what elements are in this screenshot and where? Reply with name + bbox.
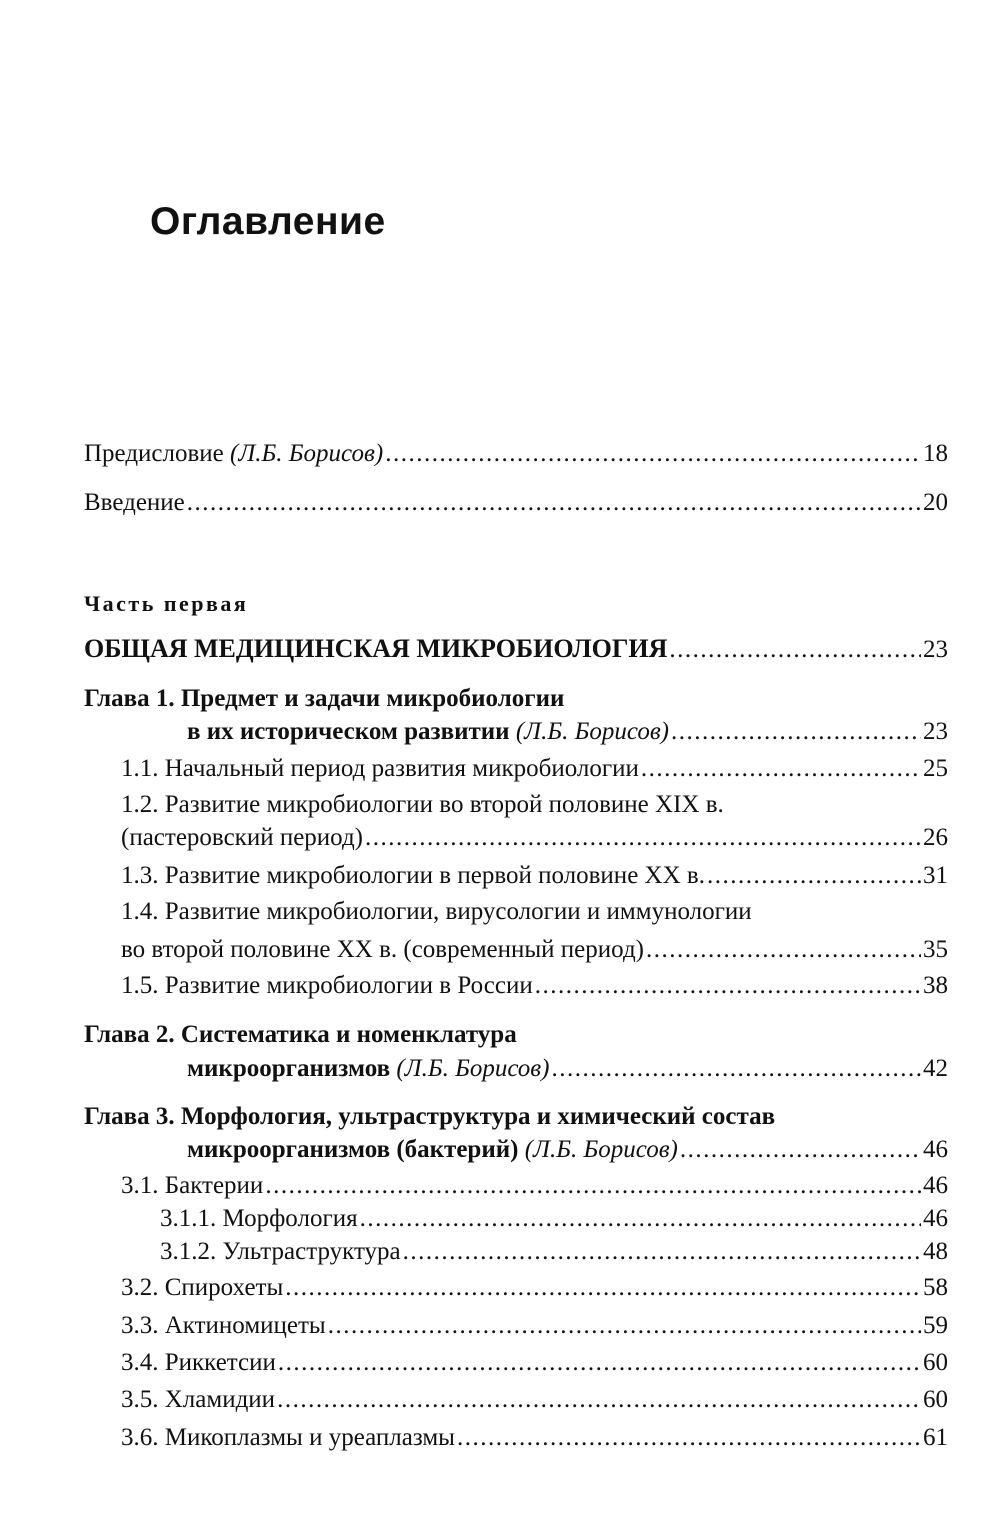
- toc-entry-preface[interactable]: [84, 438, 948, 470]
- page-number: 35: [923, 936, 948, 963]
- entry-author: (Л.Б. Борисов): [515, 718, 669, 745]
- toc-entry-3-2[interactable]: [121, 1272, 948, 1304]
- page-number: 61: [923, 1424, 948, 1451]
- leader-dots: [646, 934, 921, 966]
- toc-entry-ch1[interactable]: [187, 716, 948, 748]
- entry-label: 3.3. Актиномицеты: [121, 1312, 326, 1339]
- part-title: ОБЩАЯ МЕДИЦИНСКАЯ МИКРОБИОЛОГИЯ: [84, 634, 668, 663]
- chapter-2-title[interactable]: Глава 2. Систематика и номенклатура: [84, 1021, 517, 1048]
- page-number: 58: [923, 1274, 948, 1301]
- toc-entry-1-1[interactable]: [121, 753, 948, 785]
- entry-label: во второй половине XX в. (современный период): [121, 936, 644, 963]
- page-number: 23: [923, 718, 948, 745]
- leader-dots: [671, 716, 921, 748]
- entry-label: 3.6. Микоплазмы и уреаплазмы: [121, 1424, 455, 1451]
- page-number: 20: [923, 489, 948, 516]
- toc-entry-1-4-line1[interactable]: 1.4. Развитие микробиологии, вирусологии и иммунологии: [121, 898, 752, 925]
- leader-dots: [707, 860, 921, 892]
- page-number: 31: [923, 862, 948, 889]
- page-number: 46: [923, 1205, 948, 1232]
- toc-entry-1-5[interactable]: [121, 970, 948, 1002]
- leader-dots: [285, 1272, 921, 1304]
- leader-dots: [669, 634, 921, 666]
- toc-entry-ch2[interactable]: [187, 1053, 948, 1085]
- page-number: 25: [923, 755, 948, 782]
- entry-label: 3.1.1. Морфология: [160, 1205, 358, 1232]
- part-label: Часть первая: [84, 591, 249, 616]
- toc-entry-3-5[interactable]: [121, 1384, 948, 1416]
- leader-dots: [680, 1134, 921, 1166]
- toc-entry-3-1-2[interactable]: [160, 1236, 948, 1268]
- page-number: 23: [923, 636, 948, 663]
- page-number: 46: [923, 1172, 948, 1199]
- leader-dots: [457, 1422, 921, 1454]
- entry-label: 3.2. Спирохеты: [121, 1274, 284, 1301]
- toc-entry-ch3[interactable]: [187, 1134, 948, 1166]
- leader-dots: [535, 970, 921, 1002]
- entry-label: Введение: [84, 489, 185, 516]
- toc-entry-intro[interactable]: [84, 487, 948, 519]
- entry-label: 1.1. Начальный период развития микробиологии: [121, 755, 639, 782]
- entry-label: 1.5. Развитие микробиологии в России: [121, 972, 533, 999]
- page-number: 18: [923, 440, 948, 467]
- entry-label: Предисловие: [84, 440, 224, 467]
- toc-entry-3-6[interactable]: [121, 1422, 948, 1454]
- leader-dots: [360, 1203, 921, 1235]
- page-number: 38: [923, 972, 948, 999]
- leader-dots: [328, 1310, 921, 1342]
- entry-label: 3.4. Риккетсии: [121, 1349, 276, 1376]
- toc-entry-1-3[interactable]: [121, 860, 948, 892]
- page-number: 60: [923, 1386, 948, 1413]
- entry-label: 3.5. Хламидии: [121, 1386, 276, 1413]
- entry-label: 3.1.2. Ультраструктура: [160, 1238, 401, 1265]
- chapter-3-title[interactable]: Глава 3. Морфология, ультраструктура и химический состав: [84, 1103, 776, 1130]
- page-number: 59: [923, 1312, 948, 1339]
- page-number: 26: [923, 824, 948, 851]
- entry-label: 1.3. Развитие микробиологии в первой половине XX в.: [121, 862, 705, 889]
- page-number: 48: [923, 1238, 948, 1265]
- leader-dots: [278, 1347, 921, 1379]
- toc-entry-part1[interactable]: [84, 633, 948, 666]
- chapter-title-cont: в их историческом развитии: [187, 718, 510, 745]
- leader-dots: [265, 1170, 921, 1202]
- leader-dots: [187, 487, 921, 519]
- entry-author: (Л.Б. Борисов): [396, 1055, 550, 1082]
- page-number: 46: [923, 1136, 948, 1163]
- page-number: 60: [923, 1349, 948, 1376]
- toc-entry-1-2[interactable]: [121, 822, 948, 854]
- entry-author: (Л.Б. Борисов): [230, 440, 384, 467]
- leader-dots: [403, 1236, 921, 1268]
- toc-entry-3-1[interactable]: [121, 1170, 948, 1202]
- entry-author: (Л.Б. Борисов): [524, 1136, 678, 1163]
- leader-dots: [385, 438, 921, 470]
- leader-dots: [551, 1053, 921, 1085]
- chapter-1-title[interactable]: Глава 1. Предмет и задачи микробиологии: [84, 685, 565, 712]
- toc-entry-3-1-1[interactable]: [160, 1203, 948, 1235]
- toc-entry-1-4[interactable]: [121, 934, 948, 966]
- leader-dots: [277, 1384, 921, 1416]
- toc-entry-3-3[interactable]: [121, 1310, 948, 1342]
- chapter-title-cont: микроорганизмов: [187, 1055, 391, 1082]
- toc-entry-1-2-line1[interactable]: 1.2. Развитие микробиологии во второй половине XIX в.: [121, 791, 724, 818]
- leader-dots: [365, 822, 921, 854]
- leader-dots: [641, 753, 921, 785]
- chapter-title-cont: микроорганизмов (бактерий): [187, 1136, 519, 1163]
- entry-label: 3.1. Бактерии: [121, 1172, 264, 1199]
- page-number: 42: [923, 1055, 948, 1082]
- entry-label: (пастеровский период): [121, 824, 364, 851]
- toc-entry-3-4[interactable]: [121, 1347, 948, 1379]
- page-title: Оглавление: [150, 200, 386, 243]
